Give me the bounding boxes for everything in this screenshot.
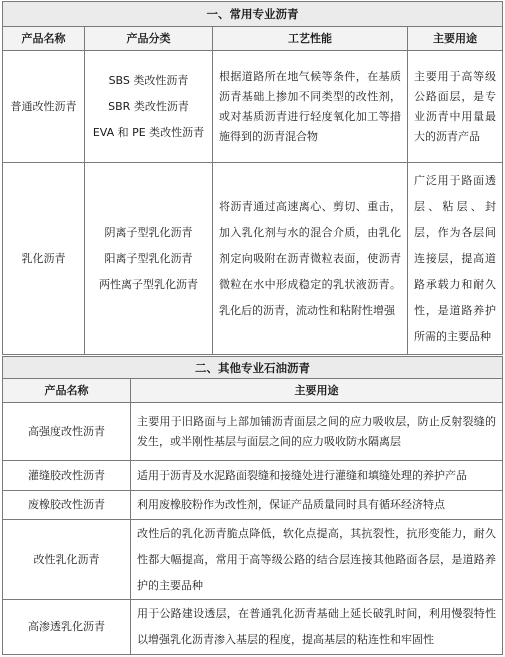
- header-main-usage: 主要用途: [408, 27, 503, 51]
- table-row: [3, 491, 503, 520]
- other-asphalt-table: [2, 356, 503, 655]
- table-row: [3, 520, 503, 600]
- product-name-cell: 灌缝胶改性沥青: [3, 461, 131, 491]
- usage-cell: 广泛用于路面透层、粘层、封层，作为各层间连接层，提高道路承载力和耐久性，是道路养护所需的主要品种: [408, 163, 503, 355]
- table-row: [3, 461, 503, 491]
- product-name-cell: 改性乳化沥青: [3, 520, 131, 600]
- usage-cell: 改性后的乳化沥青脆点降低，软化点提高，其抗裂性，抗形变能力，耐久性都大幅提高，常用于高等级公路的结合层连接其他路面各层，是道路养护的主要品种: [131, 520, 503, 600]
- process-cell: 将沥青通过高速离心、剪切、重击，加入乳化剂与水的混合介质，由乳化剂定向吸附在沥青微粒表面，使沥青微粒在水中形成稳定的乳状液沥青。乳化后的沥青，流动性和粘附性增强: [213, 163, 408, 355]
- product-category-cell: [85, 163, 213, 355]
- product-name-cell: 废橡胶改性沥青: [3, 491, 131, 520]
- table-row: [3, 600, 503, 655]
- header-product-category: 产品分类: [85, 27, 213, 51]
- category-item: SBS 类改性沥青: [108, 73, 189, 87]
- category-item: 两性离子型乳化沥青: [99, 277, 198, 291]
- table-row: [3, 51, 503, 163]
- header-process-performance: 工艺性能: [213, 27, 408, 51]
- usage-cell: 主要用于高等级公路面层，是专业沥青中用量最大的沥青产品: [408, 51, 503, 163]
- usage-cell: 用于公路建设透层，在普通乳化沥青基础上延长破乳时间，利用慢裂特性以增强乳化沥青渗入基层的程度，提高基层的粘连性和牢固性: [131, 600, 503, 655]
- product-name-cell: 高渗透乳化沥青: [3, 600, 131, 655]
- common-asphalt-table: [2, 1, 503, 355]
- usage-cell: 利用废橡胶粉作为改性剂，保证产品质量同时具有循环经济特点: [131, 491, 503, 520]
- table-row: [3, 163, 503, 355]
- product-name-cell: 高强度改性沥青: [3, 403, 131, 461]
- section-1-title: 一、常用专业沥青: [3, 2, 503, 27]
- process-cell: 根据道路所在地气候等条件，在基质沥青基础上掺加不同类型的改性剂，或对基质沥青进行轻度氧化加工等措施得到的沥青混合物: [213, 51, 408, 163]
- category-item: 阳离子型乳化沥青: [104, 251, 193, 265]
- table-row: [3, 403, 503, 461]
- section-2-title: 二、其他专业石油沥青: [3, 357, 503, 379]
- product-category-cell: [85, 51, 213, 163]
- category-item: SBR 类改性沥青: [108, 99, 189, 113]
- category-item: 阴离子型乳化沥青: [104, 225, 193, 239]
- product-name-cell: 普通改性沥青: [3, 51, 85, 163]
- header-product-name: 产品名称: [3, 27, 85, 51]
- usage-cell: 主要用于旧路面与上部加铺沥青面层之间的应力吸收层，防止反射裂缝的发生，或半刚性基层与面层之间的应力吸收防水隔离层: [131, 403, 503, 461]
- category-item: EVA 和 PE 类改性沥青: [92, 125, 205, 139]
- usage-cell: 适用于沥青及水泥路面裂缝和接缝处进行灌缝和填缝处理的养护产品: [131, 461, 503, 491]
- header-product-name: 产品名称: [3, 379, 131, 403]
- product-name-cell: 乳化沥青: [3, 163, 85, 355]
- header-main-usage: 主要用途: [131, 379, 503, 403]
